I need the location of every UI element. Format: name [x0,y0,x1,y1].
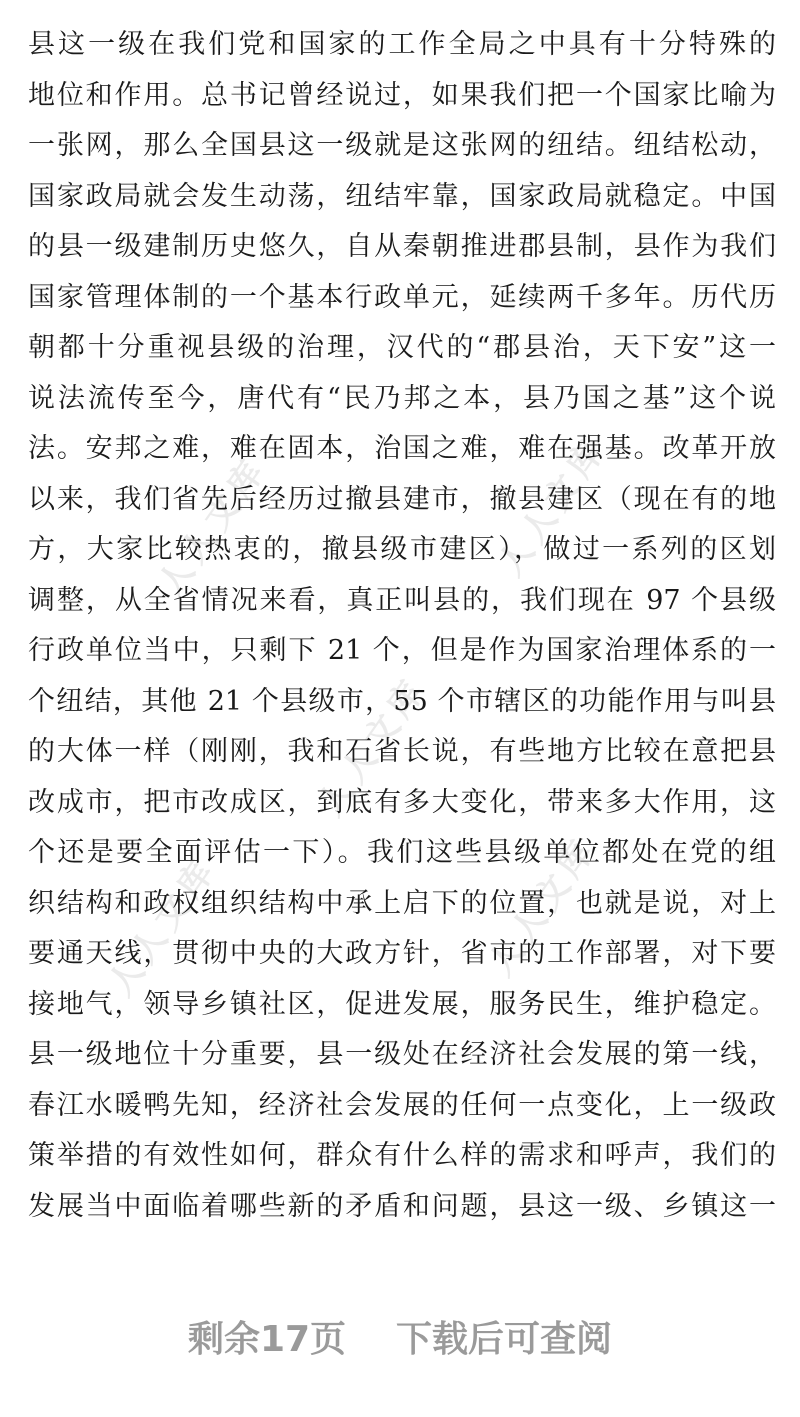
watermark: 人人文库 [310,669,436,824]
text-line: 春江水暖鸭先知，经济社会发展的任何一点变化，上一级政 [28,1089,776,1121]
text-line: 方，大家比较热衷的，撤县级市建区），做过一系列的区划 [28,534,776,565]
text-line: 改成市，把市改成区，到底有多大变化，带来多大作用，这 [28,786,776,818]
watermark: 人人文库 [490,429,616,584]
download-banner[interactable] [0,1312,800,1368]
text-line: 县这一级在我们党和国家的工作全局之中具有十分特殊的 [28,29,776,60]
text-line: 说法流传至今，唐代有“民乃邦之本，县乃国之基”这个说 [28,382,776,414]
text-line: 国家管理体制的一个基本行政单元，延续两千多年。历代历 [28,281,776,313]
text-line: 朝都十分重视县级的治理，汉代的“郡县治，天下安”这一 [28,332,776,363]
watermark: 人人文库 [100,849,226,1004]
text-line: 个还是要全面评估一下）。我们这些县级单位都处在党的组 [28,837,776,868]
text-line: 调整，从全省情况来看，真正叫县的，我们现在 97 个县级 [28,584,776,616]
watermark: 人人文库 [150,449,276,604]
text-line: 以来，我们省先后经历过撤县建市，撤县建区（现在有的地 [28,483,776,515]
text-line: 地位和作用。总书记曾经说过，如果我们把一个国家比喻为 [28,79,776,111]
text-line: 的大体一样（刚刚，我和石省长说，有些地方比较在意把县 [28,736,776,767]
text-line: 发展当中面临着哪些新的矛盾和问题，县这一级、乡镇这一 [28,1190,776,1222]
text-line: 个纽结，其他 21 个县级市，55 个市辖区的功能作用与叫县 [28,685,776,717]
text-line: 县一级地位十分重要，县一级处在经济社会发展的第一线， [28,1039,776,1070]
text-line: 织结构和政权组织结构中承上启下的位置，也就是说，对上 [28,887,776,919]
text-line: 国家政局就会发生动荡，纽结牢靠，国家政局就稳定。中国 [28,180,776,212]
watermark: 人人文库 [480,829,606,984]
text-line: 接地气，领导乡镇社区，促进发展，服务民生，维护稳定。 [28,988,776,1020]
text-line: 行政单位当中，只剩下 21 个，但是作为国家治理体系的一 [28,635,776,666]
body-text [28,20,776,1232]
text-line: 法。安邦之难，难在固本，治国之难，难在强基。改革开放 [28,433,776,464]
remaining-pages-label: 剩余17页 [187,1319,347,1360]
text-line: 要通天线，贯彻中央的大政方针，省市的工作部署，对下要 [28,938,776,969]
text-line: 策举措的有效性如何，群众有什么样的需求和呼声，我们的 [28,1140,776,1171]
download-hint-label: 下载后可查阅 [396,1319,613,1360]
text-line: 一张网，那么全国县这一级就是这张网的纽结。纽结松动， [28,130,776,161]
text-line: 的县一级建制历史悠久，自从秦朝推进郡县制，县作为我们 [28,231,776,262]
